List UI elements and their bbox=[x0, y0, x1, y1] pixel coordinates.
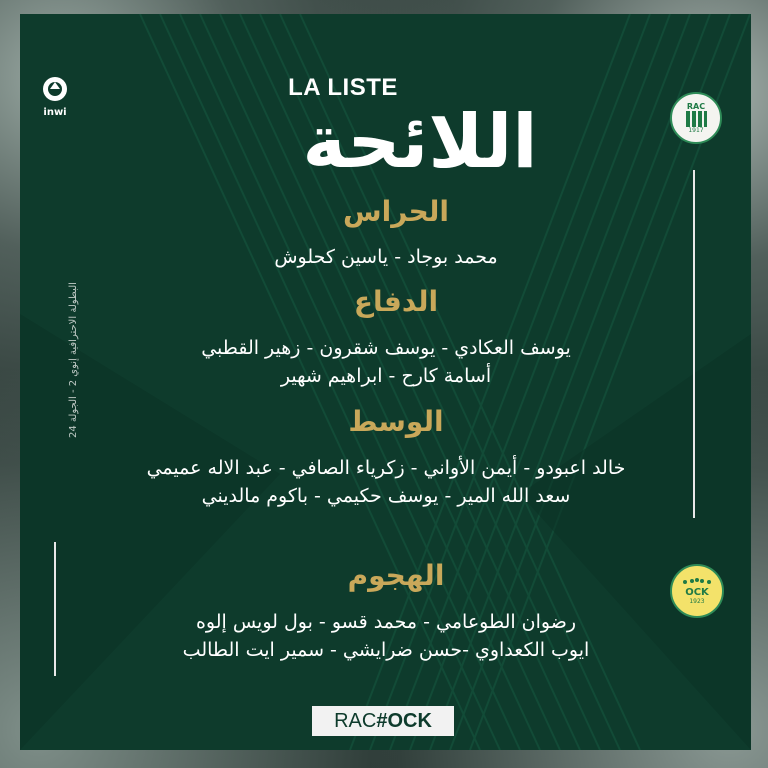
section-title-goalkeepers: الحراس bbox=[343, 195, 449, 228]
league-logo bbox=[42, 76, 68, 120]
home-crest-abbr: RAC bbox=[686, 102, 706, 111]
player-line: خالد اعبودو - أيمن الأواني - زكرياء الصافي - عبد الاله عميمي bbox=[146, 457, 626, 479]
right-divider-line bbox=[693, 170, 695, 518]
section-title-defense: الدفاع bbox=[353, 285, 439, 318]
match-hashtag bbox=[312, 706, 454, 736]
sponsor-logo-label: inwi bbox=[43, 107, 67, 118]
section-title-midfield: الوسط bbox=[348, 405, 444, 438]
home-team-crest bbox=[670, 92, 722, 144]
player-line: يوسف العكادي - يوسف شقرون - زهير القطبي bbox=[201, 337, 571, 359]
player-line: ايوب الكعداوي -حسن ضرايشي - سمير ايت الطالب bbox=[182, 639, 590, 661]
players-attack bbox=[106, 608, 666, 664]
away-team-crest bbox=[670, 564, 724, 618]
player-line: سعد الله المير - يوسف حكيمي - باكوم مالديني bbox=[201, 485, 571, 507]
title-french: LA LISTE bbox=[288, 74, 398, 101]
left-divider-line bbox=[54, 542, 56, 676]
players-midfield bbox=[106, 454, 666, 510]
hashtag-suffix: #OCK bbox=[376, 709, 432, 732]
players-goalkeepers bbox=[106, 243, 666, 271]
away-crest-stars-icon bbox=[680, 577, 714, 587]
hashtag-prefix: RAC bbox=[334, 709, 377, 732]
title-arabic: اللائحة bbox=[302, 99, 538, 185]
away-crest-year: 1923 bbox=[689, 598, 705, 605]
away-crest-abbr: OCK bbox=[685, 587, 709, 598]
player-line: محمد بوجاد - ياسين كحلوش bbox=[274, 246, 498, 268]
league-emblem-icon bbox=[42, 76, 68, 102]
player-line: رضوان الطوعامي - محمد قسو - بول لويس إلوه bbox=[195, 611, 577, 633]
home-crest-stripes-icon bbox=[685, 111, 707, 127]
players-defense bbox=[106, 334, 666, 390]
home-crest-year: 1917 bbox=[688, 127, 704, 134]
roster-panel bbox=[20, 14, 751, 750]
player-line: أسامة كارح - ابراهيم شهير bbox=[280, 365, 492, 387]
section-title-attack: الهجوم bbox=[347, 559, 445, 592]
league-round-text: البطولة الاحترافية إنوي 2 - الجولة 24 bbox=[68, 282, 79, 438]
